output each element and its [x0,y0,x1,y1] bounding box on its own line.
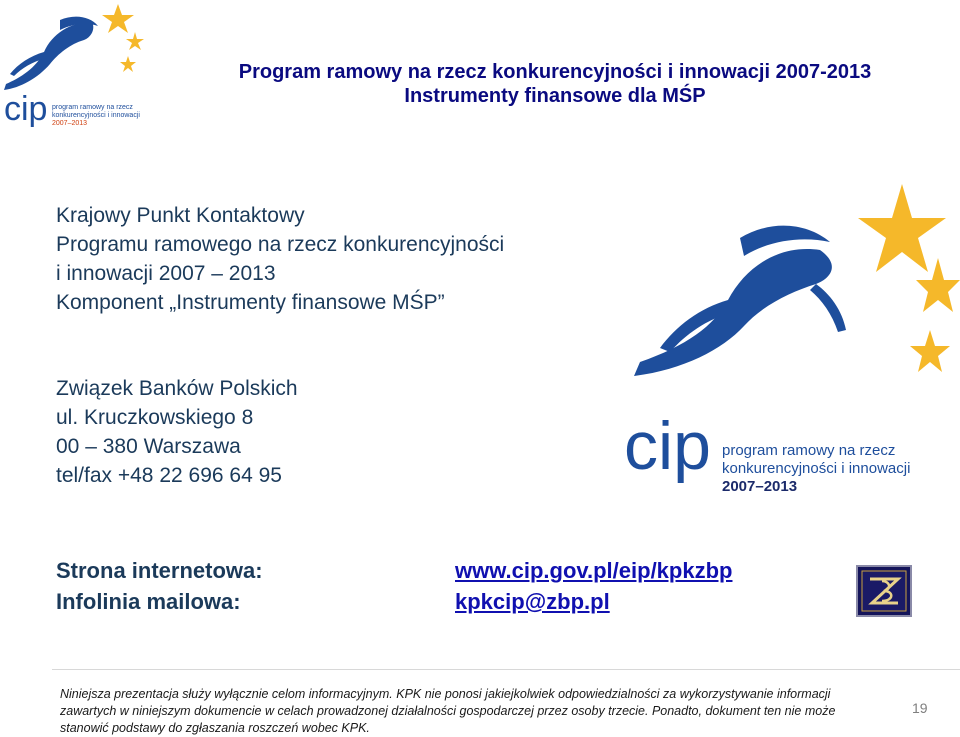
page-header [150,60,960,108]
cip-tagline-large-line: konkurencyjności i innowacji [722,460,911,477]
page-title: Program ramowy na rzecz konkurencyjności i innowacji 2007-2013 [238,61,872,83]
disclaimer [60,686,860,737]
email-link[interactable]: kpkcip@zbp.pl [455,589,610,614]
address-line: Związek Banków Polskich [56,377,298,400]
cip-tagline-small-line: konkurencyjności i innowacji [52,112,140,119]
cip-tagline-small-line: 2007–2013 [52,120,88,127]
contact-links [455,555,732,617]
cip-tagline-large [722,442,910,496]
address-line: tel/fax +48 22 696 64 95 [56,464,282,487]
kpk-line: Krajowy Punkt Kontaktowy [56,204,305,227]
zbp-monogram-icon [858,567,910,615]
disclaimer-line: Niniejsza prezentacja służy wyłącznie celom informacyjnym. KPK nie ponosi jakiejkolwiek odpowiedzialności za wykorzystywanie informacji [60,687,831,701]
cip-tagline-large-line: 2007–2013 [722,478,798,495]
cip-wordmark-large: cip [624,408,711,484]
zbp-logo [856,565,912,617]
cip-tagline-small [52,104,140,128]
address-line: 00 – 380 Warszawa [56,435,241,458]
kpk-line: Programu ramowego na rzecz konkurencyjności [56,233,505,256]
page-subtitle: Instrumenty finansowe dla MŚP [404,85,706,107]
contact-labels [56,555,263,617]
address-line: ul. Kruczkowskiego 8 [56,406,254,429]
cip-logo-small [0,0,150,145]
kpk-line: i innowacji 2007 – 2013 [56,262,276,285]
zbp-address [56,374,298,490]
website-link[interactable]: www.cip.gov.pl/eip/kpkzbp [455,558,733,583]
website-label: Strona internetowa: [56,558,263,583]
page-number: 19 [912,700,928,716]
cip-logo-large [620,180,960,500]
cip-tagline-small-line: program ramowy na rzecz [52,104,133,111]
email-label: Infolinia mailowa: [56,589,241,614]
kpk-info [56,201,504,317]
cip-wordmark-small: cip [4,90,48,128]
disclaimer-line: zawartych w niniejszym dokumencie w celach prowadzonej działalności gospodarczej przez osoby trzecie. Ponadto, dokument ten nie może [60,704,836,718]
kpk-line: Komponent „Instrumenty finansowe MŚP” [56,291,445,314]
disclaimer-line: stanowić podstawy do zgłaszania roszczeń wobec KPK. [60,721,370,735]
footer-divider [52,669,960,670]
cip-tagline-large-line: program ramowy na rzecz [722,442,896,459]
